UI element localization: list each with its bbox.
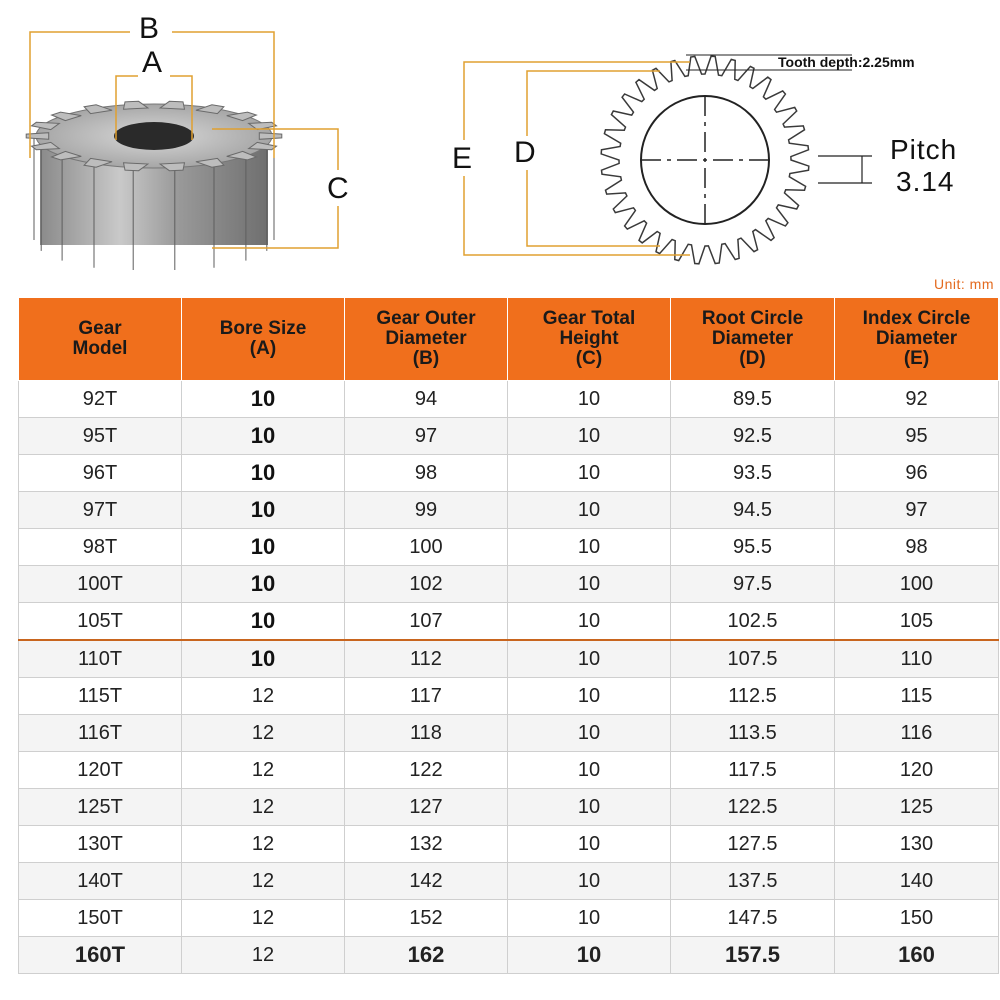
table-cell: 10	[508, 381, 671, 418]
table-row	[19, 752, 999, 789]
table-cell: 152	[345, 900, 508, 937]
table-cell: 12	[182, 678, 345, 715]
table-cell: 120T	[19, 752, 182, 789]
column-header-line: Model	[72, 338, 128, 359]
column-header-line: Bore Size	[219, 318, 307, 339]
table-row	[19, 863, 999, 900]
table-cell: 95	[835, 418, 999, 455]
table-cell: 12	[182, 863, 345, 900]
column-header	[508, 298, 671, 381]
table-cell: 142	[345, 863, 508, 900]
table-cell: 118	[345, 715, 508, 752]
column-header	[835, 298, 999, 381]
table-cell: 12	[182, 826, 345, 863]
table-cell: 10	[182, 492, 345, 529]
gear-photo	[26, 101, 282, 270]
table-header-row	[19, 298, 999, 381]
table-cell: 147.5	[671, 900, 835, 937]
table-cell: 100	[345, 529, 508, 566]
table-cell: 10	[182, 603, 345, 641]
table-cell: 10	[508, 715, 671, 752]
table-cell: 10	[508, 863, 671, 900]
table-row	[19, 603, 999, 641]
table-cell: 160T	[19, 937, 182, 974]
column-header-line: Diameter	[711, 328, 794, 349]
table-cell: 99	[345, 492, 508, 529]
column-header	[182, 298, 345, 381]
table-cell: 100	[835, 566, 999, 603]
column-header-line: (D)	[739, 348, 766, 369]
table-cell: 117	[345, 678, 508, 715]
table-cell: 10	[508, 418, 671, 455]
table-cell: 12	[182, 789, 345, 826]
column-header-line: Diameter	[875, 328, 958, 349]
table-cell: 10	[508, 937, 671, 974]
pitch-value: 3.14	[896, 166, 955, 197]
table-cell: 113.5	[671, 715, 835, 752]
table-cell: 10	[508, 678, 671, 715]
table-cell: 150T	[19, 900, 182, 937]
column-header-line: (E)	[903, 348, 930, 369]
table-cell: 12	[182, 715, 345, 752]
table-cell: 117.5	[671, 752, 835, 789]
table-cell: 12	[182, 937, 345, 974]
table-cell: 97.5	[671, 566, 835, 603]
column-header-line: (B)	[412, 348, 440, 369]
column-header-line: Gear Total	[542, 308, 636, 329]
table-row	[19, 937, 999, 974]
column-header-line: (A)	[249, 338, 277, 359]
table-cell: 102	[345, 566, 508, 603]
gear-outline-drawing	[601, 56, 809, 264]
table-cell: 130	[835, 826, 999, 863]
table-cell: 97T	[19, 492, 182, 529]
column-header-line: Height	[559, 328, 619, 349]
table-row	[19, 640, 999, 678]
table-cell: 127.5	[671, 826, 835, 863]
table-cell: 120	[835, 752, 999, 789]
table-cell: 137.5	[671, 863, 835, 900]
table-cell: 10	[182, 529, 345, 566]
table-cell: 10	[182, 418, 345, 455]
table-cell: 105	[835, 603, 999, 641]
table-cell: 107.5	[671, 640, 835, 678]
table-cell: 107	[345, 603, 508, 641]
table-cell: 89.5	[671, 381, 835, 418]
table-cell: 127	[345, 789, 508, 826]
table-row	[19, 492, 999, 529]
table-cell: 10	[182, 640, 345, 678]
table-cell: 12	[182, 752, 345, 789]
table-cell: 110	[835, 640, 999, 678]
unit-note: Unit: mm	[934, 276, 994, 292]
table-cell: 10	[508, 566, 671, 603]
column-header-line: Gear Outer	[376, 308, 476, 329]
table-cell: 95T	[19, 418, 182, 455]
table-cell: 10	[508, 752, 671, 789]
table-cell: 162	[345, 937, 508, 974]
table-cell: 122	[345, 752, 508, 789]
table-cell: 150	[835, 900, 999, 937]
table-cell: 122.5	[671, 789, 835, 826]
column-header-line: Root Circle	[701, 308, 804, 329]
table-body	[19, 381, 999, 974]
table-cell: 125	[835, 789, 999, 826]
table-cell: 92	[835, 381, 999, 418]
table-cell: 95.5	[671, 529, 835, 566]
table-cell: 10	[182, 566, 345, 603]
label-c: C	[327, 172, 349, 205]
table-cell: 115T	[19, 678, 182, 715]
table-cell: 98	[835, 529, 999, 566]
table-cell: 112	[345, 640, 508, 678]
table-cell: 10	[508, 529, 671, 566]
label-e: E	[452, 142, 473, 175]
column-header-line: Index Circle	[862, 308, 971, 329]
column-header-line: Gear	[78, 318, 122, 339]
table-row	[19, 900, 999, 937]
pitch-leader	[818, 156, 872, 183]
column-header	[671, 298, 835, 381]
label-a: A	[142, 46, 163, 79]
table-cell: 140	[835, 863, 999, 900]
table-cell: 160	[835, 937, 999, 974]
table-cell: 140T	[19, 863, 182, 900]
table-cell: 10	[508, 640, 671, 678]
table-cell: 10	[508, 789, 671, 826]
table-cell: 132	[345, 826, 508, 863]
table-row	[19, 418, 999, 455]
column-header	[345, 298, 508, 381]
tooth-depth-label: Tooth depth:2.25mm	[778, 54, 915, 70]
table-cell: 12	[182, 900, 345, 937]
column-header-line: Diameter	[385, 328, 467, 349]
table-cell: 98T	[19, 529, 182, 566]
column-header-line: (C)	[575, 348, 603, 369]
table-row	[19, 826, 999, 863]
table-cell: 100T	[19, 566, 182, 603]
table-cell: 98	[345, 455, 508, 492]
table-cell: 10	[508, 900, 671, 937]
table-cell: 10	[182, 381, 345, 418]
table-row	[19, 455, 999, 492]
table-cell: 92.5	[671, 418, 835, 455]
table-row	[19, 715, 999, 752]
table-cell: 112.5	[671, 678, 835, 715]
table-row	[19, 529, 999, 566]
gear-spec-table	[18, 297, 999, 974]
table-cell: 96T	[19, 455, 182, 492]
column-header	[19, 298, 182, 381]
table-cell: 116	[835, 715, 999, 752]
table-cell: 130T	[19, 826, 182, 863]
table-cell: 92T	[19, 381, 182, 418]
pitch-label: Pitch	[890, 134, 958, 165]
dimension-e	[464, 62, 690, 255]
table-row	[19, 678, 999, 715]
table-cell: 10	[182, 455, 345, 492]
table-cell: 116T	[19, 715, 182, 752]
table-cell: 102.5	[671, 603, 835, 641]
table-cell: 10	[508, 492, 671, 529]
table-row	[19, 381, 999, 418]
table-cell: 93.5	[671, 455, 835, 492]
table-cell: 125T	[19, 789, 182, 826]
label-b: B	[139, 12, 160, 45]
table-row	[19, 566, 999, 603]
table-cell: 10	[508, 455, 671, 492]
table-cell: 115	[835, 678, 999, 715]
label-d: D	[514, 136, 536, 169]
table-cell: 105T	[19, 603, 182, 641]
table-cell: 96	[835, 455, 999, 492]
table-cell: 97	[345, 418, 508, 455]
table-cell: 94.5	[671, 492, 835, 529]
gear-diagram	[0, 0, 1000, 270]
table-cell: 157.5	[671, 937, 835, 974]
table-cell: 97	[835, 492, 999, 529]
table-cell: 10	[508, 826, 671, 863]
table-row	[19, 789, 999, 826]
table-cell: 94	[345, 381, 508, 418]
table-cell: 110T	[19, 640, 182, 678]
table-cell: 10	[508, 603, 671, 641]
